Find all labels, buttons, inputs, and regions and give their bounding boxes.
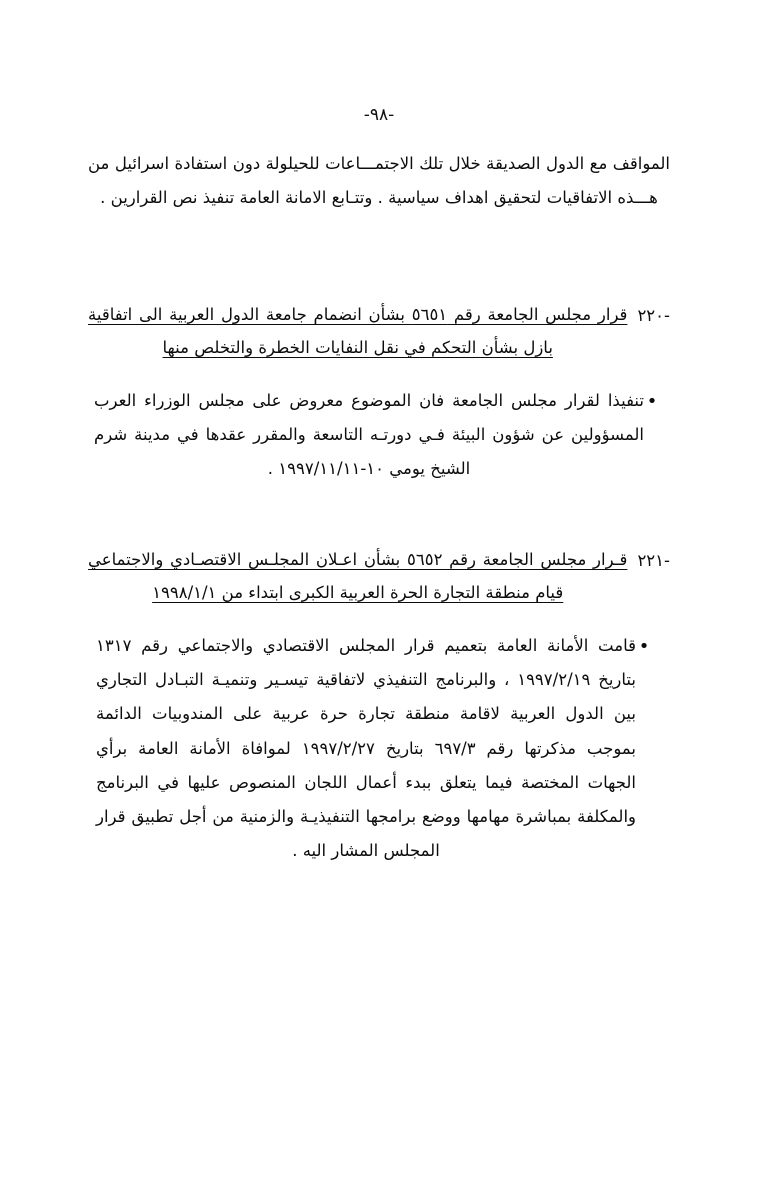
resolution-body-text: قامت الأمانة العامة بتعميم قرار المجلس الاقتصادي والاجتماعي رقم ١٣١٧ بتاريخ ١٩٩٧/٢/١٩ ، والبرنامج التنفيذي لاتفاقية تيسـير وتنميـة التبـادل التجاري بين الدول العربية لاقامة منطقة تجارة حرة عربية على المندوبيات الدائمة بموجب مذكرتها رقم ٦٩٧/٣ بتاريخ ١٩٩٧/٢/٢٧ لموافاة الأمانة العامة برأي الجهات المختصة فيما يتعلق ببدء أعمال اللجان المنصوص عليها في البرنامج والمكلفة بمباشرة مهامها ووضع برامجها التنفيذيـة والزمنية من أجل تطبيق قرار المجلس المشار اليه . [96, 635, 637, 861]
section-spacer [88, 487, 670, 513]
section-spacer [88, 242, 670, 268]
document-body [0, 147, 758, 869]
resolution-body-block [88, 384, 670, 487]
page-number: -٩٨- [363, 105, 395, 125]
resolution-item-221 [88, 543, 670, 869]
resolution-number: -٢٢٠ [637, 305, 670, 325]
resolution-heading [88, 543, 670, 609]
document-page [0, 105, 758, 1183]
resolution-title: قرار مجلس الجامعة رقم ٥٦٥١ بشأن انضمام جامعة الدول العربية الى اتفاقية بازل بشأن التحكم في نقل النفايات الخطرة والتخلص منها [88, 304, 628, 357]
resolution-body-block [88, 629, 670, 869]
resolution-body-text: تنفيذا لقرار مجلس الجامعة فان الموضوع معروض على مجلس الوزراء العرب المسؤولين عن شؤون البيئة فـي دورتـه التاسعة والمقرر عقدها في مدينة شرم الشيخ يومي ١٠-١٩٩٧/١١/١١ . [94, 390, 644, 479]
resolution-title: قـرار مجلس الجامعة رقم ٥٦٥٢ بشأن اعـلان المجلـس الاقتصـادي والاجتماعي قيام منطقة التجارة الحرة العربية الكبرى ابتداء من ١٩٩٨/١/١ [88, 549, 628, 602]
resolution-heading [88, 298, 670, 364]
intro-paragraph: المواقف مع الدول الصديقة خلال تلك الاجتمـــاعات للحيلولة دون استفادة اسرائيل من هـــذه الاتفاقيات لتحقيق اهداف سياسية . وتتـابع الامانة العامة تنفيذ نص القرارين . [88, 154, 670, 208]
bullet-icon: • [638, 635, 650, 657]
resolution-number: -٢٢١ [637, 550, 670, 570]
resolution-item-220 [88, 298, 670, 487]
bullet-icon: • [646, 390, 658, 412]
